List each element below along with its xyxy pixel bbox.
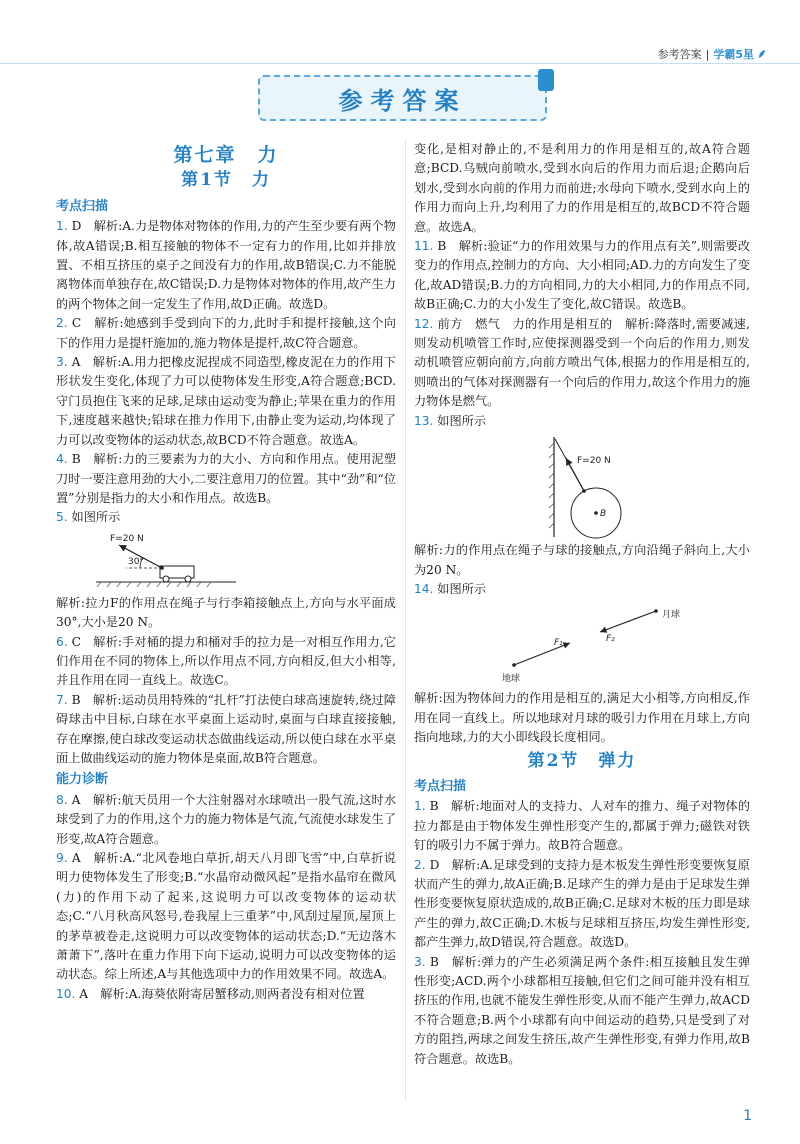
answer-item [56, 508, 396, 527]
answer-item [414, 580, 750, 599]
answer-item [414, 689, 750, 747]
answer-text: B 解析:地面对人的支持力、人对车的推力、绳子对物体的拉力都是由于物体发生弹性形变产生的,都属于弹力;磁铁对铁钉的吸引力不属于弹力。故B符合题意。 [414, 799, 751, 853]
answer-number: 6. [56, 634, 68, 649]
fig13-force-label: F=20 N [577, 456, 611, 467]
fig13-ball-label: B [600, 509, 607, 520]
answer-number: 3. [56, 355, 68, 370]
left-column [56, 140, 396, 1004]
wall-hatch [549, 443, 554, 528]
answer-text: 如图所示 [437, 413, 487, 428]
action-point [160, 566, 164, 570]
answer-text: 如图所示 [437, 581, 487, 596]
heading-kaodian: 考点扫描 [56, 198, 109, 214]
column-divider [405, 140, 406, 1100]
header-separator: | [705, 47, 710, 61]
answer-text: B 解析:弹力的产生必须满足两个条件:相互接触且发生弹性形变;ACD.两个小球都相互接触,但它们之间可能并没有相互挤压的作用,也就不能发生弹性形变,从而不能产生弹力,故ACD不符合题意;B.两个小球都有向中间运动的趋势,只是受到了对方的阻挡,两球之间发生挤压,故产生弹性形变,有弹力作用,故B符合题意。故选B。 [414, 954, 751, 1066]
answer-list-right-d [414, 797, 750, 1069]
answer-number: 3. [414, 954, 426, 969]
fig14-f1-label: F₁ [554, 638, 563, 649]
answer-item [56, 217, 396, 314]
answer-item [414, 140, 750, 237]
wheel-right [185, 576, 191, 582]
figure-13 [414, 433, 750, 539]
answer-text: A 解析:航天员用一个大注射器对水球喷出一股气流,这时水球受到了力的作用,这个力的施力物体是气流,气流使水球发生了形变,故A符合题意。 [56, 792, 397, 846]
answer-number: 8. [56, 792, 68, 807]
header-brand: 学霸5星 [713, 48, 754, 61]
answer-item [56, 691, 396, 769]
answer-text: D 解析:A.足球受到的支持力是木板发生弹性形变要恢复原状而产生的弹力,故A正确;B.足球产生的弹力是由于足球发生弹性形变要恢复原状造成的,故B正确;C.足球对木板的压力即是球产生的弹力,故C正确;D.木板与足球相互挤压,均发生弹性形变,都产生弹力,故D错误,符合题意。故选D。 [414, 857, 750, 950]
answer-list-right-b [414, 541, 750, 599]
answer-number: 2. [414, 857, 426, 872]
answer-list-left-c [56, 791, 396, 1004]
fig14-moon-label: 月球 [662, 610, 681, 621]
answer-text: B 解析:力的三要素为力的大小、方向和作用点。使用泥塑刀时一要注意用劲的大小,二要注意用刀的位置。其中“劲”和“位置”分别是指力的大小和作用点。故选B。 [56, 452, 396, 505]
answer-list-left-a [56, 217, 396, 528]
fig14-earth-label: 地球 [502, 674, 521, 685]
figure-5 [56, 530, 396, 592]
answer-item [414, 412, 750, 431]
answer-number: 13. [414, 413, 434, 428]
header-rule [0, 63, 800, 64]
answer-list-right-c [414, 689, 750, 747]
answer-text: 变化,是相对静止的,不是利用力的作用是相互的,故A符合题意;BCD.乌贼向前喷水,受到水向后的作用力而后退;企鹅向后划水,受到水向前的作用力而前进;水母向下喷水,受到水向上的作用力而向上升,均利用了力的作用是相互的,故BCD不符合题意。故选A。 [414, 142, 750, 234]
answer-number: 1. [414, 799, 426, 814]
ball-center [594, 511, 598, 515]
answer-text: 解析:力的作用点在绳子与球的接触点,方向沿绳子斜向上,大小为20 N。 [414, 543, 750, 577]
answer-text: B 解析:验证“力的作用效果与力的作用点有关”,则需要改变力的作用点,控制力的方向、大小相同;AD.力的方向发生了变化,故AD错误;B.力的方向相同,力的大小相同,力的作用点不同,故B正确;C.力的大小发生了变化,故C错误。故选B。 [414, 239, 751, 312]
answer-item [414, 315, 750, 412]
answer-text: B 解析:运动员用特殊的“扎杆”打法使白球高速旋转,绕过障碍球击中目标,白球在水平桌面上运动时,桌面与白球直接接触,存在摩擦,使白球改变运动状态做曲线运动,所以使白球在水平桌面上做曲线运动的施力物体是桌面,故B符合题意。 [56, 692, 396, 765]
wheel-left [163, 576, 169, 582]
answer-item [56, 849, 396, 985]
answer-text: C 解析:手对桶的提力和桶对手的拉力是一对相互作用力,它们作用在不同的物体上,所以作用点不同,方向相反,但大小相等,并且作用在同一直线上。故选C。 [56, 634, 396, 688]
answer-text: C 解析:她感到手受到向下的力,此时手和提杆接触,这个向下的作用力是提杆施加的,施力物体是提杆,故C符合题意。 [56, 316, 396, 350]
fig14-f2-label: F₂ [606, 634, 615, 645]
answer-number: 5. [56, 510, 68, 525]
answer-text: A 解析:A.“北风卷地白草折,胡天八月即飞雪”中,白草折说明力使物体发生了形变;B.“水晶帘动微风起”是指水晶帘在微风(力)的作用下动了起来,这说明力可以改变物体的运动状态;C.“八月秋高风怒号,卷我屋上三重茅”中,风刮过屋顶,屋顶上的茅草被卷走,这说明力可以改变物体的运动状态;D.“无边落木萧萧下”,落叶在重力作用下向下运动,说明力可以改变物体的运动状态。综上所述,A与其他选项中力的作用效果不同。故选A。 [56, 851, 396, 982]
answer-banner [258, 75, 547, 121]
answer-number: 7. [56, 692, 68, 707]
answer-text: 解析:因为物体间力的作用是相互的,满足大小相等,方向相反,作用在同一直线上。所以地球对月球的吸引力作用在月球上,方向指向地球,力的大小即线段长度相同。 [414, 691, 750, 745]
heading-nengli: 能力诊断 [56, 772, 109, 788]
answer-item [56, 633, 396, 691]
answer-item [56, 450, 396, 508]
answer-number: 11. [414, 239, 434, 254]
answer-number: 10. [56, 986, 76, 1001]
answer-item [414, 953, 750, 1069]
fig5-angle-label: 30° [128, 556, 144, 567]
answer-item [56, 314, 396, 353]
right-column [414, 140, 750, 1069]
section-title-1: 第1节 力 [181, 170, 271, 191]
bookmark-tag-icon [538, 69, 554, 91]
section-title-2: 第2节 弹力 [527, 750, 637, 771]
fig5-force-label: F=20 N [110, 533, 144, 544]
answer-number: 1. [56, 219, 68, 234]
answer-list-left-b [56, 594, 396, 769]
answer-item [414, 237, 750, 315]
answer-number: 12. [414, 316, 434, 331]
answer-text: 如图所示 [71, 510, 121, 525]
answer-number: 14. [414, 581, 434, 596]
answer-item [414, 797, 750, 855]
answer-item [414, 856, 750, 953]
answer-text: 前方 燃气 力的作用是相互的 解析:降落时,需要减速,则发动机喷管工作时,应使探测器受到一个向后的作用力,则发动机喷管应朝向前方,向前方喷出气体,根据力的作用是相互的,则喷出的气体对探测器有一个向后的作用力,故这个作用力的施力物体是燃气。 [414, 316, 750, 409]
answer-item [56, 791, 396, 849]
answer-list-right-a [414, 140, 750, 431]
running-header [658, 46, 766, 62]
contact-point [582, 489, 586, 493]
answer-item [56, 985, 396, 1004]
answer-number: 4. [56, 452, 68, 467]
answer-text: 解析:拉力F的作用点在绳子与行李箱接触点上,方向与水平面成30°,大小是20 N。 [56, 595, 396, 630]
answer-item [414, 541, 750, 580]
earth-point [512, 664, 516, 668]
leaf-icon [758, 49, 766, 59]
answer-number: 9. [56, 851, 68, 865]
banner-title: 参考答案 [338, 86, 467, 115]
heading-kaodian-2: 考点扫描 [414, 778, 467, 794]
answer-item [56, 594, 396, 633]
figure-14 [414, 601, 750, 687]
page-number: 1 [743, 1108, 752, 1124]
answer-text: A 解析:A.海葵依附寄居蟹移动,则两者没有相对位置 [79, 986, 365, 1001]
answer-text: D 解析:A.力是物体对物体的作用,力的产生至少要有两个物体,故A错误;B.相互接触的物体不一定有力的作用,比如并排放置、不相互挤压的桌子之间没有力的作用,故B错误;C.力不能脱离物体而单独存在,故C错误;D.力是物体对物体的作用,故产生力的两个物体之间一定发生了作用,故D正确。故选D。 [56, 219, 396, 311]
moon-point [654, 610, 658, 614]
ground-hatch [97, 582, 211, 587]
header-label: 参考答案 [657, 48, 702, 61]
answer-number: 2. [56, 316, 68, 331]
force-f2-arrow [600, 611, 656, 632]
answer-text: A 解析:A.用力把橡皮泥捏成不同造型,橡皮泥在力的作用下形状发生变化,体现了力可以使物体发生形变,A符合题意;BCD.守门员抱住飞来的足球,足球由运动变为静止;苹果在重力的作用下,速度越来越快;铅球在推力作用下,由静止变为运动,均体现了力可以改变物体的运动状态,故BCD不符合题意。故选A。 [56, 355, 396, 447]
chapter-title: 第七章 力 [173, 144, 279, 166]
answer-item [56, 353, 396, 450]
